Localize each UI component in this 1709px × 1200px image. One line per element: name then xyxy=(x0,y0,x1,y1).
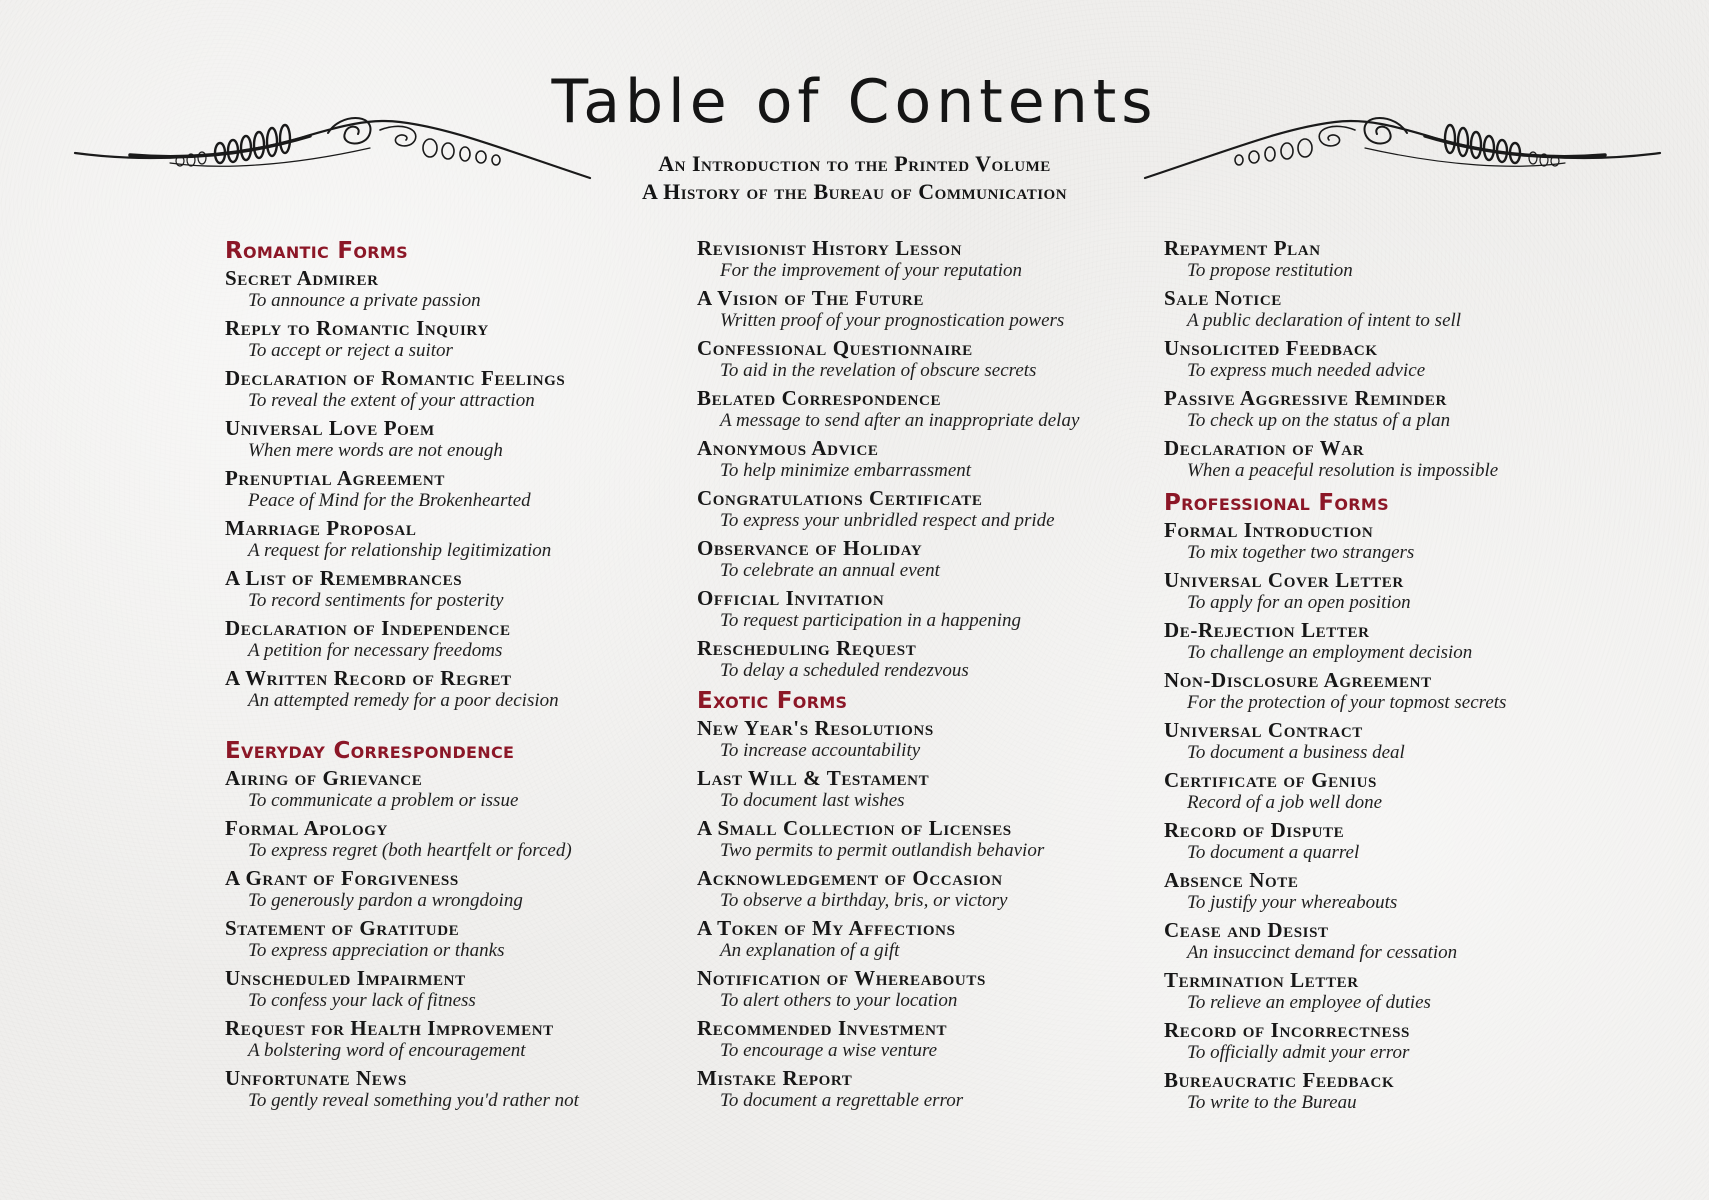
toc-entry-title[interactable]: A Vision of The Future xyxy=(697,286,924,310)
toc-entry-description: A petition for necessary freedoms xyxy=(248,640,503,661)
section-heading-everyday: Everyday Correspondence xyxy=(225,738,515,764)
toc-entry[interactable] xyxy=(1164,668,1609,714)
toc-entry-description: To delay a scheduled rendezvous xyxy=(720,660,969,681)
toc-entry[interactable] xyxy=(697,386,1142,432)
section-heading-professional: Professional Forms xyxy=(1164,490,1389,516)
toc-entry-description: To express much needed advice xyxy=(1187,360,1426,381)
toc-entry-title[interactable]: Reply to Romantic Inquiry xyxy=(225,316,489,340)
page-title: Table of Contents xyxy=(551,67,1158,137)
toc-entry-description: To document a quarrel xyxy=(1187,842,1360,863)
toc-entry[interactable] xyxy=(225,466,670,512)
toc-entry-description: When mere words are not enough xyxy=(248,440,503,461)
section-heading-exotic: Exotic Forms xyxy=(697,688,848,714)
toc-entry-title[interactable]: Congratulations Certificate xyxy=(697,486,983,510)
toc-entry-title[interactable]: Sale Notice xyxy=(1164,286,1282,310)
toc-entry-description: Record of a job well done xyxy=(1187,792,1383,813)
toc-entry[interactable] xyxy=(697,236,1142,282)
subtitle-printed-volume[interactable]: An Introduction to the Printed Volume xyxy=(658,151,1051,176)
toc-entry-description: To announce a private passion xyxy=(248,290,481,311)
toc-entry[interactable] xyxy=(225,566,670,612)
toc-entry-title[interactable]: Record of Incorrectness xyxy=(1164,1018,1410,1042)
toc-entry[interactable] xyxy=(1164,286,1609,332)
toc-entry-title[interactable]: Formal Introduction xyxy=(1164,518,1374,542)
toc-entry-title[interactable]: Revisionist History Lesson xyxy=(697,236,963,260)
toc-entry-description: A request for relationship legitimization xyxy=(248,540,552,561)
toc-entry-description: To officially admit your error xyxy=(1187,1042,1410,1063)
column-2 xyxy=(697,236,1142,1116)
toc-entry-description: To request participation in a happening xyxy=(720,610,1022,631)
toc-entry-title[interactable]: Anonymous Advice xyxy=(697,436,879,460)
toc-entry[interactable] xyxy=(225,666,670,712)
toc-entry-title[interactable]: A Token of My Affections xyxy=(697,916,956,940)
toc-entry-description: To justify your whereabouts xyxy=(1187,892,1398,913)
toc-entry-title[interactable]: Request for Health Improvement xyxy=(225,1016,554,1040)
toc-entry-description: To relieve an employee of duties xyxy=(1187,992,1431,1013)
toc-entry-description: To document a regrettable error xyxy=(720,1090,964,1111)
toc-entry-title[interactable]: Declaration of War xyxy=(1164,436,1365,460)
section-heading-romantic: Romantic Forms xyxy=(225,238,408,264)
toc-entry-title[interactable]: Declaration of Romantic Feelings xyxy=(225,366,566,390)
toc-entry[interactable] xyxy=(697,586,1142,632)
toc-entry[interactable] xyxy=(697,1066,1142,1112)
toc-entry-description: Written proof of your prognostication powers xyxy=(720,310,1065,331)
toc-entry-title[interactable]: Universal Contract xyxy=(1164,718,1363,742)
toc-entry[interactable] xyxy=(225,1016,670,1062)
toc-entry-description: To help minimize embarrassment xyxy=(720,460,972,481)
toc-entry-description: To aid in the revelation of obscure secrets xyxy=(720,360,1037,381)
toc-entry[interactable] xyxy=(697,1016,1142,1062)
toc-entry[interactable] xyxy=(697,486,1142,532)
toc-entry[interactable] xyxy=(1164,236,1609,282)
toc-entry-title[interactable]: Unscheduled Impairment xyxy=(225,966,466,990)
toc-entry-title[interactable]: Certificate of Genius xyxy=(1164,768,1377,792)
toc-entry-title[interactable]: Rescheduling Request xyxy=(697,636,917,660)
toc-entry-description: To encourage a wise venture xyxy=(720,1040,938,1061)
section-list-everyday xyxy=(225,766,670,1112)
column-1 xyxy=(225,236,670,1116)
toc-entry[interactable] xyxy=(225,1066,670,1112)
toc-entry-description: To observe a birthday, bris, or victory xyxy=(720,890,1008,911)
toc-entry-title[interactable]: Declaration of Independence xyxy=(225,616,511,640)
toc-entry[interactable] xyxy=(1164,918,1609,964)
toc-entry[interactable] xyxy=(1164,968,1609,1014)
toc-entry-description: To alert others to your location xyxy=(720,990,958,1011)
toc-entry-description: For the improvement of your reputation xyxy=(720,260,1023,281)
toc-entry-description: An explanation of a gift xyxy=(720,940,900,961)
toc-entry-description: To record sentiments for posterity xyxy=(248,590,504,611)
toc-entry-description: To gently reveal something you'd rather not xyxy=(248,1090,579,1111)
toc-entry-description: To increase accountability xyxy=(720,740,921,761)
toc-entry-description: To generously pardon a wrongdoing xyxy=(248,890,523,911)
toc-entry-title[interactable]: Termination Letter xyxy=(1164,968,1359,992)
toc-entry-description: To check up on the status of a plan xyxy=(1187,410,1451,431)
toc-entry[interactable] xyxy=(1164,768,1609,814)
toc-entry[interactable] xyxy=(1164,436,1609,482)
toc-entry[interactable] xyxy=(1164,568,1609,614)
section-list-everyday-continued xyxy=(697,236,1142,682)
toc-entry[interactable] xyxy=(697,636,1142,682)
toc-entry-title[interactable]: New Year's Resolutions xyxy=(697,716,934,740)
toc-entry-description: To apply for an open position xyxy=(1187,592,1411,613)
toc-entry[interactable] xyxy=(225,866,670,912)
toc-entry-title[interactable]: Unfortunate News xyxy=(225,1066,407,1090)
toc-entry[interactable] xyxy=(225,766,670,812)
toc-entry[interactable] xyxy=(697,966,1142,1012)
toc-entry-description: To celebrate an annual event xyxy=(720,560,940,581)
toc-entry-description: To communicate a problem or issue xyxy=(248,790,519,811)
toc-entry-title[interactable]: Confessional Questionnaire xyxy=(697,336,973,360)
toc-entry[interactable] xyxy=(1164,868,1609,914)
subtitle-bureau-history[interactable]: A History of the Bureau of Communication xyxy=(641,179,1068,204)
section-list-exotic xyxy=(697,716,1142,1112)
toc-entry[interactable] xyxy=(225,266,670,312)
toc-entry-title[interactable]: Recommended Investment xyxy=(697,1016,948,1040)
toc-entry-title[interactable]: Passive Aggressive Reminder xyxy=(1164,386,1447,410)
toc-entry-title[interactable]: A Small Collection of Licenses xyxy=(697,816,1012,840)
toc-entry-title[interactable]: Last Will & Testament xyxy=(697,766,930,790)
toc-entry-description: To reveal the extent of your attraction xyxy=(248,390,535,411)
toc-entry-description: An insuccinct demand for cessation xyxy=(1187,942,1458,963)
toc-entry[interactable] xyxy=(1164,818,1609,864)
toc-entry-title[interactable]: Unsolicited Feedback xyxy=(1164,336,1378,360)
toc-entry[interactable] xyxy=(697,766,1142,812)
toc-entry-title[interactable]: Acknowledgement of Occasion xyxy=(697,866,1003,890)
toc-entry-description: To express regret (both heartfelt or forced) xyxy=(248,840,572,861)
toc-entry-description: For the protection of your topmost secrets xyxy=(1187,692,1507,713)
toc-entry[interactable] xyxy=(225,366,670,412)
toc-entry-description: When a peaceful resolution is impossible xyxy=(1187,460,1499,481)
toc-entry-title[interactable]: Marriage Proposal xyxy=(225,516,417,540)
toc-entry-title[interactable]: Record of Dispute xyxy=(1164,818,1345,842)
toc-entry-title[interactable]: Universal Love Poem xyxy=(225,416,435,440)
toc-entry[interactable] xyxy=(1164,618,1609,664)
toc-entry[interactable] xyxy=(225,966,670,1012)
toc-entry[interactable] xyxy=(697,916,1142,962)
toc-entry-title[interactable]: A Written Record of Regret xyxy=(225,666,512,690)
toc-entry-description: To mix together two strangers xyxy=(1187,542,1415,563)
toc-entry-description: To express appreciation or thanks xyxy=(248,940,505,961)
toc-entry[interactable] xyxy=(1164,1018,1609,1064)
toc-entry-title[interactable]: Statement of Gratitude xyxy=(225,916,460,940)
toc-entry-description: To write to the Bureau xyxy=(1187,1092,1357,1113)
toc-entry-description: To document last wishes xyxy=(720,790,905,811)
toc-entry-title[interactable]: Official Invitation xyxy=(697,586,885,610)
toc-entry[interactable] xyxy=(697,816,1142,862)
subtitle-block xyxy=(0,150,1709,206)
toc-entry-title[interactable]: Non-Disclosure Agreement xyxy=(1164,668,1432,692)
toc-entry-description: Peace of Mind for the Brokenhearted xyxy=(248,490,531,511)
toc-entry-description: A message to send after an inappropriate delay xyxy=(720,410,1080,431)
toc-entry-title[interactable]: A Grant of Forgiveness xyxy=(225,866,459,890)
toc-entry-description: An attempted remedy for a poor decision xyxy=(248,690,559,711)
toc-entry-title[interactable]: Bureaucratic Feedback xyxy=(1164,1068,1395,1092)
toc-entry[interactable] xyxy=(697,436,1142,482)
toc-entry[interactable] xyxy=(1164,1068,1609,1114)
toc-entry-description: To confess your lack of fitness xyxy=(248,990,476,1011)
toc-entry-title[interactable]: A List of Remembrances xyxy=(225,566,463,590)
toc-entry-title[interactable]: Absence Note xyxy=(1164,868,1299,892)
toc-entry[interactable] xyxy=(697,336,1142,382)
toc-entry-description: To document a business deal xyxy=(1187,742,1405,763)
toc-entry-title[interactable]: Secret Admirer xyxy=(225,266,379,290)
toc-entry-title[interactable]: De-Rejection Letter xyxy=(1164,618,1370,642)
toc-entry-description: Two permits to permit outlandish behavior xyxy=(720,840,1045,861)
toc-entry-description: To accept or reject a suitor xyxy=(248,340,453,361)
toc-entry[interactable] xyxy=(225,916,670,962)
section-list-exotic-continued xyxy=(1164,236,1609,482)
toc-entry-title[interactable]: Repayment Plan xyxy=(1164,236,1321,260)
section-list-romantic xyxy=(225,266,670,712)
toc-entry-title[interactable]: Notification of Whereabouts xyxy=(697,966,986,990)
toc-entry-title[interactable]: Observance of Holiday xyxy=(697,536,923,560)
toc-entry[interactable] xyxy=(697,286,1142,332)
section-list-professional xyxy=(1164,518,1609,1114)
toc-entry-description: To challenge an employment decision xyxy=(1187,642,1473,663)
toc-entry[interactable] xyxy=(697,716,1142,762)
toc-entry-description: A bolstering word of encouragement xyxy=(248,1040,526,1061)
toc-entry-title[interactable]: Airing of Grievance xyxy=(225,766,423,790)
toc-entry[interactable] xyxy=(697,536,1142,582)
toc-entry[interactable] xyxy=(225,616,670,662)
toc-entry[interactable] xyxy=(225,816,670,862)
toc-entry[interactable] xyxy=(1164,386,1609,432)
toc-entry[interactable] xyxy=(1164,718,1609,764)
toc-entry-description: A public declaration of intent to sell xyxy=(1187,310,1462,331)
toc-entry[interactable] xyxy=(1164,518,1609,564)
toc-entry-title[interactable]: Mistake Report xyxy=(697,1066,853,1090)
column-3 xyxy=(1164,236,1609,1118)
toc-entry[interactable] xyxy=(697,866,1142,912)
toc-entry-title[interactable]: Formal Apology xyxy=(225,816,388,840)
toc-entry-title[interactable]: Belated Correspondence xyxy=(697,386,942,410)
toc-entry-title[interactable]: Universal Cover Letter xyxy=(1164,568,1404,592)
toc-entry[interactable] xyxy=(225,316,670,362)
toc-entry-description: To express your unbridled respect and pride xyxy=(720,510,1055,531)
toc-entry-title[interactable]: Cease and Desist xyxy=(1164,918,1329,942)
toc-entry[interactable] xyxy=(225,416,670,462)
toc-entry-description: To propose restitution xyxy=(1187,260,1353,281)
toc-entry[interactable] xyxy=(1164,336,1609,382)
toc-entry[interactable] xyxy=(225,516,670,562)
toc-entry-title[interactable]: Prenuptial Agreement xyxy=(225,466,445,490)
